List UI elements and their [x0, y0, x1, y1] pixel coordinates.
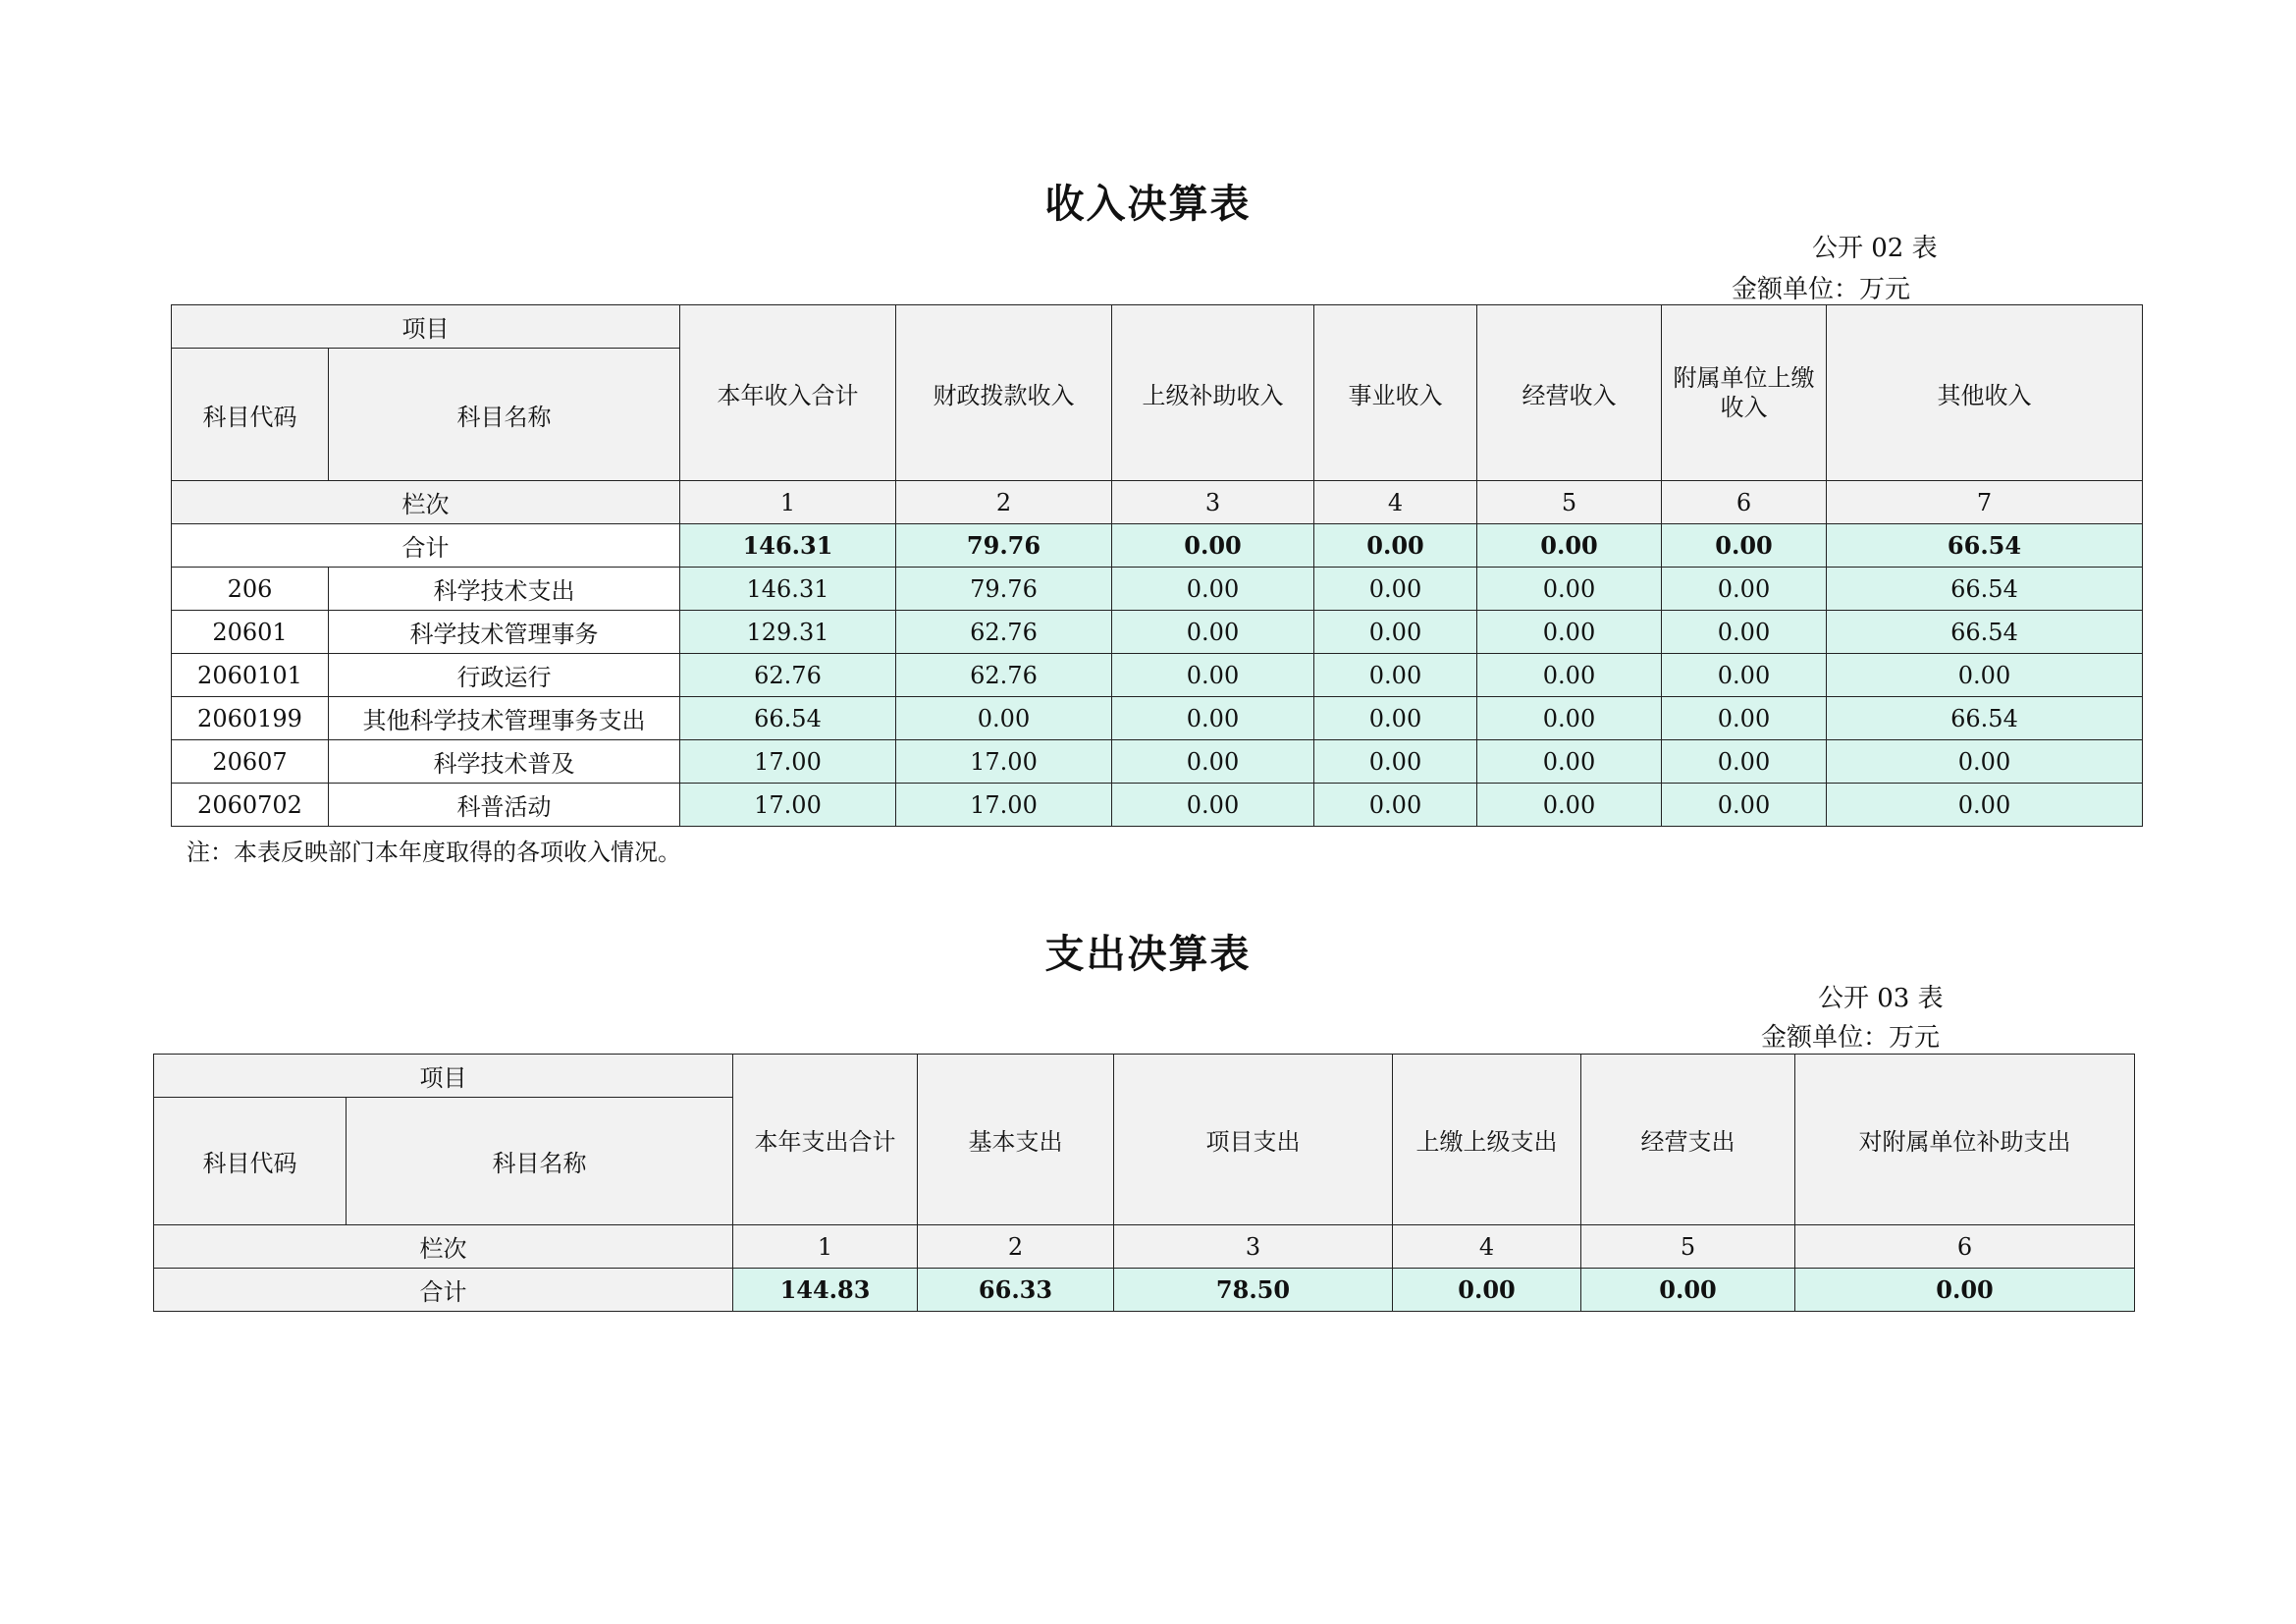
column-number: 3	[1112, 481, 1314, 524]
account-name: 科普活动	[329, 784, 680, 827]
column-number: 4	[1314, 481, 1477, 524]
table-cell: 66.54	[1827, 524, 2143, 568]
total-row	[154, 1269, 2135, 1312]
table-cell: 129.31	[680, 611, 896, 654]
table-cell: 17.00	[680, 784, 896, 827]
column-header: 附属单位上缴收入	[1662, 305, 1827, 481]
table-cell: 0.00	[1477, 784, 1662, 827]
column-header: 上缴上级支出	[1393, 1055, 1581, 1225]
column-number: 1	[680, 481, 896, 524]
table-row	[172, 697, 2143, 740]
table-cell: 0.00	[1393, 1269, 1581, 1312]
column-number-row	[172, 481, 2143, 524]
column-number-label: 栏次	[172, 481, 680, 524]
table-cell: 0.00	[1314, 524, 1477, 568]
table-row	[172, 568, 2143, 611]
table-cell: 0.00	[1662, 740, 1827, 784]
column-header: 对附属单位补助支出	[1795, 1055, 2135, 1225]
column-header: 本年支出合计	[733, 1055, 918, 1225]
expense-table-title: 支出决算表	[1044, 932, 1252, 977]
table-cell: 17.00	[680, 740, 896, 784]
total-label: 合计	[172, 524, 680, 568]
column-number: 7	[1827, 481, 2143, 524]
table-cell: 79.76	[896, 524, 1112, 568]
table-cell: 0.00	[1314, 740, 1477, 784]
table-row	[172, 784, 2143, 827]
column-number: 6	[1662, 481, 1827, 524]
column-number: 5	[1477, 481, 1662, 524]
expense-table	[153, 1054, 2135, 1312]
table-cell: 0.00	[896, 697, 1112, 740]
account-code: 20601	[172, 611, 329, 654]
table-cell: 0.00	[1314, 568, 1477, 611]
table-cell: 66.54	[1827, 611, 2143, 654]
code-header: 科目代码	[172, 349, 329, 481]
table-cell: 17.00	[896, 784, 1112, 827]
table-cell: 0.00	[1477, 524, 1662, 568]
column-header: 财政拨款收入	[896, 305, 1112, 481]
table-cell: 0.00	[1827, 784, 2143, 827]
table-row	[172, 740, 2143, 784]
table-cell: 0.00	[1827, 654, 2143, 697]
expense-form-number: 公开 03 表	[1818, 984, 1944, 1013]
table-cell: 62.76	[896, 611, 1112, 654]
table-cell: 66.54	[1827, 697, 2143, 740]
name-header: 科目名称	[329, 349, 680, 481]
item-header: 项目	[172, 305, 680, 349]
table-cell: 0.00	[1662, 654, 1827, 697]
column-header: 基本支出	[918, 1055, 1114, 1225]
table-cell: 17.00	[896, 740, 1112, 784]
income-table	[171, 304, 2143, 827]
expense-amount-unit: 金额单位：万元	[1761, 1023, 1941, 1053]
account-code: 2060101	[172, 654, 329, 697]
income-amount-unit: 金额单位：万元	[1732, 275, 1911, 304]
table-cell: 79.76	[896, 568, 1112, 611]
table-cell: 0.00	[1662, 784, 1827, 827]
column-header: 其他收入	[1827, 305, 2143, 481]
account-name: 科学技术支出	[329, 568, 680, 611]
table-cell: 0.00	[1477, 697, 1662, 740]
table-cell: 0.00	[1662, 611, 1827, 654]
table-cell: 0.00	[1112, 697, 1314, 740]
item-header: 项目	[154, 1055, 733, 1098]
column-header: 经营收入	[1477, 305, 1662, 481]
table-cell: 0.00	[1662, 697, 1827, 740]
column-header: 上级补助收入	[1112, 305, 1314, 481]
column-number: 2	[896, 481, 1112, 524]
table-cell: 146.31	[680, 524, 896, 568]
column-number-label: 栏次	[154, 1225, 733, 1269]
table-cell: 0.00	[1827, 740, 2143, 784]
total-row	[172, 524, 2143, 568]
column-header: 本年收入合计	[680, 305, 896, 481]
column-header: 经营支出	[1581, 1055, 1795, 1225]
table-cell: 0.00	[1314, 784, 1477, 827]
table-cell: 0.00	[1662, 568, 1827, 611]
column-number: 2	[918, 1225, 1114, 1269]
table-cell: 66.54	[1827, 568, 2143, 611]
column-header: 事业收入	[1314, 305, 1477, 481]
account-code: 2060199	[172, 697, 329, 740]
table-cell: 0.00	[1112, 740, 1314, 784]
income-form-number: 公开 02 表	[1812, 234, 1938, 263]
column-header: 项目支出	[1114, 1055, 1393, 1225]
column-number: 6	[1795, 1225, 2135, 1269]
table-cell: 0.00	[1314, 654, 1477, 697]
income-table-title: 收入决算表	[1044, 182, 1252, 227]
table-cell: 62.76	[680, 654, 896, 697]
table-cell: 0.00	[1477, 654, 1662, 697]
table-cell: 0.00	[1314, 697, 1477, 740]
table-cell: 0.00	[1314, 611, 1477, 654]
table-row	[172, 654, 2143, 697]
column-number: 4	[1393, 1225, 1581, 1269]
column-number: 3	[1114, 1225, 1393, 1269]
table-cell: 0.00	[1112, 784, 1314, 827]
total-label: 合计	[154, 1269, 733, 1312]
account-code: 20607	[172, 740, 329, 784]
table-cell: 0.00	[1795, 1269, 2135, 1312]
table-row	[172, 611, 2143, 654]
account-name: 科学技术普及	[329, 740, 680, 784]
column-number: 1	[733, 1225, 918, 1269]
table-cell: 66.33	[918, 1269, 1114, 1312]
account-code: 206	[172, 568, 329, 611]
account-name: 科学技术管理事务	[329, 611, 680, 654]
table-cell: 0.00	[1581, 1269, 1795, 1312]
code-header: 科目代码	[154, 1098, 347, 1225]
table-cell: 0.00	[1477, 568, 1662, 611]
account-name: 其他科学技术管理事务支出	[329, 697, 680, 740]
table-cell: 144.83	[733, 1269, 918, 1312]
column-number-row	[154, 1225, 2135, 1269]
table-cell: 0.00	[1112, 654, 1314, 697]
table-cell: 0.00	[1477, 611, 1662, 654]
account-code: 2060702	[172, 784, 329, 827]
table-cell: 0.00	[1112, 568, 1314, 611]
table-cell: 0.00	[1112, 611, 1314, 654]
account-name: 行政运行	[329, 654, 680, 697]
income-table-note: 注：本表反映部门本年度取得的各项收入情况。	[187, 839, 681, 866]
table-cell: 62.76	[896, 654, 1112, 697]
table-cell: 0.00	[1662, 524, 1827, 568]
name-header: 科目名称	[347, 1098, 733, 1225]
table-cell: 66.54	[680, 697, 896, 740]
table-cell: 0.00	[1477, 740, 1662, 784]
table-cell: 78.50	[1114, 1269, 1393, 1312]
column-number: 5	[1581, 1225, 1795, 1269]
table-cell: 146.31	[680, 568, 896, 611]
table-cell: 0.00	[1112, 524, 1314, 568]
